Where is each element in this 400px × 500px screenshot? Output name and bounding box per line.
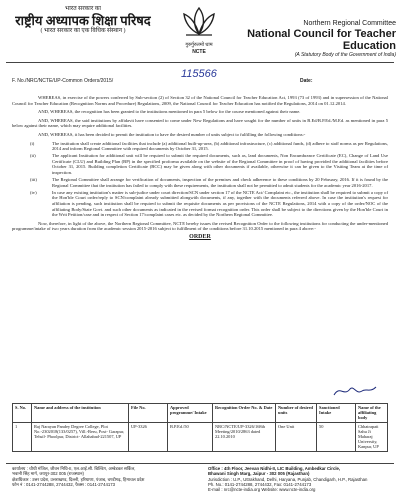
column-header: Sanctioned Intake (317, 404, 356, 423)
condition-text: The applicant Institution for additional unit will be required to submit the required documents, such as, land documents, Non Encumbrance Certificate (EC), Change of Land Use Certificate (CLU) and Building Plan (BP) in the specified proforma available on the website of the Regional Committee in proof of having provided the additional facilities before October 31, 2015. Building completion Certificate (BCC) may be given along with other documents if available, otherwise it can be given to the Visiting Team at the time of inspection. (52, 153, 388, 176)
hindi-sub-line: ( भारत सरकार का एक विधिक संस्थान ) (40, 28, 126, 34)
paragraph-5: Now, therefore, in light of the above, the Northern Regional Committee, NCTE hereby issues the revised Recognition Order to the following institutions for conducting the under-mentioned programme/intake of two years duration from the academic session 2015-2016 subject to fulfillment of the conditions before 31.10.2015 mentioned in para 4 above:- (12, 220, 388, 232)
hindi-header (8, 6, 158, 35)
paragraph-4: AND, WHEREAS, it has been decided to permit the institution to have the desired number of units subject to fulfilling the following conditions:- (38, 131, 306, 137)
table-cell: One Unit (276, 422, 317, 451)
footer-office-address: Office : 4th Floor, Jeevan Nidhi-II, LIC Building, Ambedkar Circle, (208, 466, 341, 471)
paragraph-1: WHEREAS, in exercise of the powers conferred by Sub-section (2) of Section 32 of the National Council for Teacher Education Act, 1993 (73 of 1993) and in supersession of the National Council for Teacher Education (Recognition Norms and Procedure) Regulations, 2009, the National Council for Teacher Education has notified the Regulations, 2014 on 01.12.2014. (12, 95, 388, 106)
column-header: Name and address of the institution (32, 404, 129, 423)
logo-abbr: NCTE (192, 49, 206, 55)
footer-hindi-line: क्षेत्राधिकार : उत्तर प्रदेश, उत्तराखण्ड, दिल्ली, हरियाणा, पंजाब, चण्डीगढ़, हिमाचल प्रदेश (12, 476, 145, 482)
lotus-emblem-icon (176, 4, 222, 38)
dispatch-stamp-number: 115566 (181, 68, 217, 80)
condition-item (12, 141, 388, 152)
date-label: Date: (300, 78, 313, 84)
table-header-row (13, 404, 388, 423)
table-cell: Raj Narayan Pandey Degree College, Plot No.-2302018(133/0257), Vill.-Beru, Post- Garapur, Tehsil- Phoolpur, District- Allahabad-221507, UP (32, 422, 129, 451)
file-number: F. No./NRC/NCTE/UP-Common Orders/2015/ (12, 78, 114, 84)
table-cell: UP-3326 (129, 422, 168, 451)
footer-jurisdiction: Jurisdiction : U.P., Uttrakhand, Delhi, Haryana, Punjab, Chandigarh, H.P., Rajasthan (208, 476, 368, 482)
column-header: Recognition Order No. & Date (213, 404, 276, 423)
footer-hindi-line: भवानी सिंह मार्ग, जयपुर-302 005 (राजस्थान) (12, 471, 84, 477)
column-header: S. No. (13, 404, 32, 423)
table-cell: Chhatrapati Sahu Ji Maharaj University, Kanpur, UP (356, 422, 388, 451)
footer-hindi (12, 466, 192, 487)
condition-number: (iii) (30, 177, 37, 183)
footer-english (208, 466, 388, 492)
hindi-top-line: भारत सरकार का (65, 6, 101, 12)
footer-hindi-line: कार्यालय : चौथी मंजिल, जीवन निधि-II, एल.आई.सी. बिल्डिंग, अम्बेडकर सर्किल, (12, 466, 136, 471)
paragraph-3: AND, WHEREAS, the said institutions by affidavit have consented to come under New Regulations and have sought for the number of units in B.Ed/B.P.Ed./M.Ed. as mentioned in para 5 below against their name, which may require additional facilities. (12, 117, 388, 129)
table-cell: 50 (317, 422, 356, 451)
ncte-logo (176, 4, 222, 56)
order-heading: ORDER (189, 233, 211, 240)
header-divider (6, 62, 394, 63)
condition-number: (iv) (30, 189, 37, 195)
column-header: File No. (129, 404, 168, 423)
column-header: Number of desired units (276, 404, 317, 423)
paragraph-2: AND, WHEREAS, the recognition has been granted to the institutions mentioned in para 5 below for the course mentioned against their name. (38, 109, 301, 115)
table-cell: 1 (13, 422, 32, 451)
footer-hindi-line: फोन नं : 0141-2744288, 2744432, फैक्स : 0141-2744173 (12, 481, 116, 487)
condition-item (12, 190, 388, 218)
committee-name: Northern Regional Committee (303, 20, 396, 27)
table-row (13, 422, 388, 451)
column-header: Name of the affiliating body (356, 404, 388, 423)
footer-email-website: E-mail : nrc@ncte-india.org Website: www.ncte-india.org (208, 487, 316, 493)
condition-text: The Regional Committee shall arrange for verification of documents, inspection of the premises and check adherence to these conditions by 20 February, 2016. If it is found by the Regional Committee that the institution has failed to comply with these requirements, the institution shall not be permitted to admit students for the academic year 2016-2017. (52, 177, 388, 188)
english-header (232, 20, 396, 59)
condition-text: The institution shall create additional facilities that include (a) additional built-up-area, (b) additional infrastructure, (c) additional funds, (d) adhere to staff norms as per Regulations, 2014 and inform Regional Committee with required documents by October 31, 2015. (52, 140, 388, 152)
footer-phone: Ph. No.: 0141-2744288, 2744432, Fax: 0141-2744173 (208, 481, 312, 487)
table-cell: B.P.Ed./50 (168, 422, 213, 451)
table-cell: NRC/NCTE/UP-3326/168th Meeting/2010/2863 dated 22.10.2010 (213, 422, 276, 451)
condition-item (12, 153, 388, 175)
condition-number: (ii) (30, 153, 36, 159)
council-name: National Council for Teacher Education (247, 28, 396, 52)
letter-body (12, 95, 388, 243)
hindi-council-name: राष्ट्रीय अध्यापक शिक्षा परिषद (15, 13, 151, 28)
condition-text: In case any existing institution's matter is sub-judice under court direction/SCN under section 17 of the NCTE Act/ Complaint etc., the institution shall be required to submit a copy of the Hon'ble Court order/reply to SCN/complaint already submitted alongwith documents, if any, together with the documents referred above. In case the institution's request for affiliation is pending, such institution shall be required to submit the requisite documents as per provisions of the NCTE Regulations, 2014 with a copy of the order/NOC of the affiliating Body/State Govt. and such other documents as indicated in the revised format recognition order. This order shall be subject to the directions given by the Hon'ble Court in the Writ Petition/case and in respect of Section 17/complaint cases etc. as decided by the Northern Regional Committee. (52, 189, 388, 218)
institutions-table (12, 403, 388, 452)
condition-item (12, 177, 388, 188)
statutory-line: (A Statutory Body of the Government of India) (294, 52, 396, 58)
condition-number: (i) (30, 140, 35, 146)
column-header: Approved programme/ Intake (168, 404, 213, 423)
footer-divider (6, 463, 394, 464)
conditions-list (12, 141, 388, 218)
footer-city-line: Bhawani Singh Marg, Jaipur - 302 005 (Rajasthan) (208, 471, 310, 477)
handwritten-signature (332, 383, 378, 399)
logo-tagline: गुरुर्गुरुतमो धाम (185, 43, 213, 48)
